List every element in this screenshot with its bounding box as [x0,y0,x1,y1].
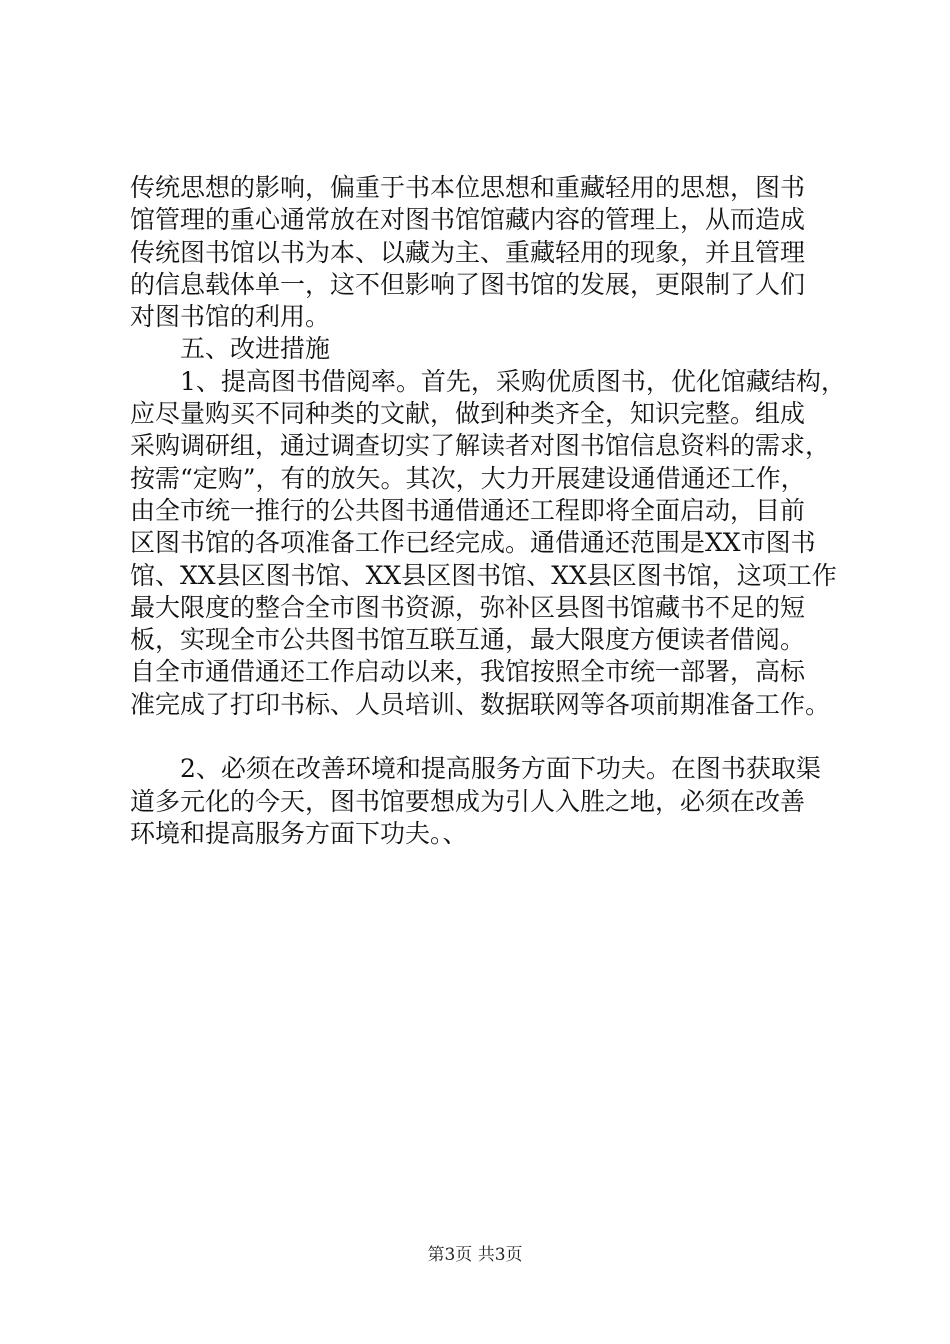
text-line: 最大限度的整合全市图书资源，弥补区县图书馆藏书不足的短 [130,592,806,622]
text-line: 传统图书馆以书为本、以藏为主、重藏轻用的现象，并且管理 [130,237,806,267]
text-line: 对图书馆的利用。 [130,302,331,332]
text-line: 自全市通借通还工作启动以来，我馆按照全市统一部署，高标 [130,657,806,687]
text-line: 的信息载体单一，这不但影响了图书馆的发展，更限制了人们 [130,269,806,299]
text-line: 区图书馆的各项准备工作已经完成。通借通还范围是XX市图书 [130,528,816,558]
text-line: 2、必须在改善环境和提高服务方面下功夫。在图书获取渠 [180,754,821,784]
paragraph-spacer [130,721,850,753]
paragraph-measure-2 [130,753,850,850]
paragraph-continuation [130,172,850,333]
text-line: 道多元化的今天，图书馆要想成为引人入胜之地，必须在改善 [130,786,806,816]
text-line: 按需“定购”，有的放矢。其次，大力开展建设通借通还工作， [130,463,806,493]
document-body [130,172,850,850]
text-line: 1、提高图书借阅率。首先，采购优质图书，优化馆藏结构， [180,366,846,396]
paragraph-measure-1 [130,366,850,721]
text-line: 传统思想的影响，偏重于书本位思想和重藏轻用的思想，图书 [130,173,806,202]
section-heading-text: 五、改进措施 [180,334,331,364]
text-line: 馆管理的重心通常放在对图书馆馆藏内容的管理上，从而造成 [130,205,806,235]
page-number-label: 第3页 共3页 [427,1245,523,1265]
text-line: 采购调研组，通过调查切实了解读者对图书馆信息资料的需求， [130,431,831,461]
text-line: 板，实现全市公共图书馆互联互通，最大限度方便读者借阅。 [130,625,806,655]
section-heading [130,333,850,365]
text-line: 环境和提高服务方面下功夫。、 [130,818,468,848]
text-line: 应尽量购买不同种类的文献，做到种类齐全，知识完整。组成 [130,399,806,429]
text-line: 馆、XX县区图书馆、XX县区图书馆、XX县区图书馆，这项工作 [130,560,837,590]
text-line: 准完成了打印书标、人员培训、数据联网等各项前期准备工作。 [130,689,831,719]
page-footer [0,1245,950,1265]
text-line: 由全市统一推行的公共图书通借通还工程即将全面启动，目前 [130,495,806,525]
